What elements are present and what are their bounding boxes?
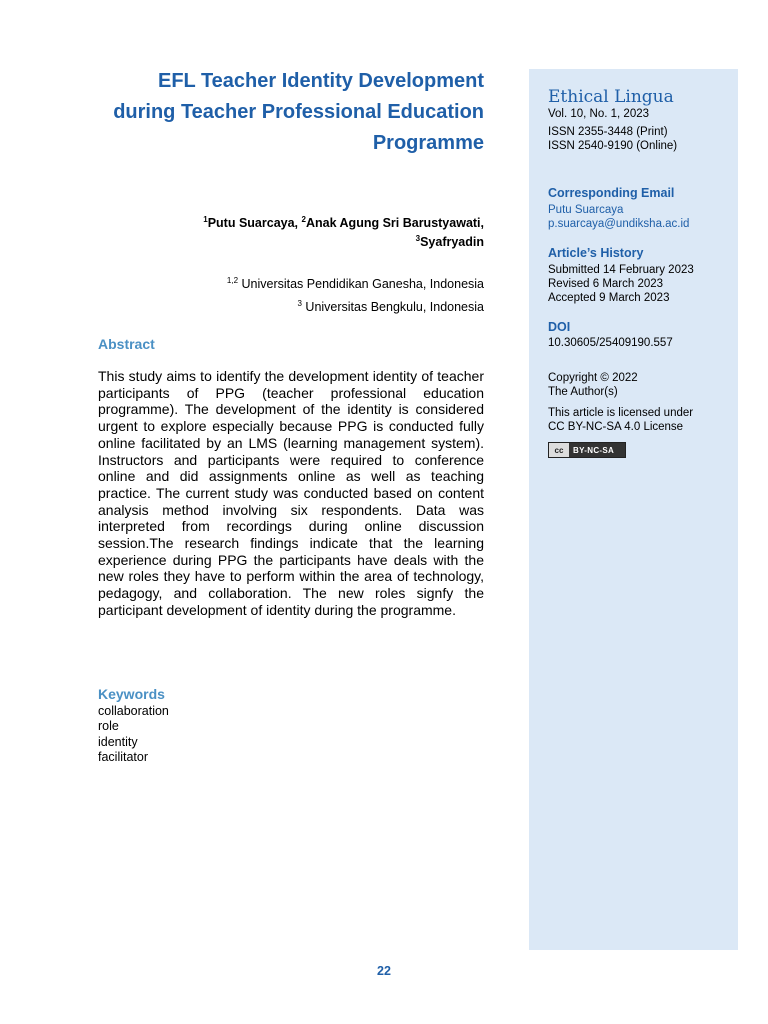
corresponding-heading: Corresponding Email xyxy=(548,186,675,200)
author-1-index: 1 xyxy=(203,215,208,224)
corresponding-email[interactable]: p.suarcaya@undiksha.ac.id xyxy=(548,218,690,230)
corresponding-info xyxy=(548,203,733,231)
doi-heading: DOI xyxy=(548,320,571,334)
copyright-holder: The Author(s) xyxy=(548,386,618,398)
title-line-2: during Teacher Professional Education xyxy=(113,101,484,123)
author-list xyxy=(98,212,484,250)
keyword-item: collaboration xyxy=(98,704,169,718)
license-info xyxy=(548,406,733,434)
author-2-name: Anak Agung Sri Barustyawati, xyxy=(305,216,484,231)
accepted-date: Accepted 9 March 2023 xyxy=(548,292,670,304)
affiliation-2-text: Universitas Bengkulu, Indonesia xyxy=(301,300,484,315)
author-3-name: Syafryadin xyxy=(420,235,484,250)
info-sidebar xyxy=(529,69,738,950)
abstract-heading: Abstract xyxy=(98,336,155,352)
title-line-3: Programme xyxy=(372,132,484,154)
doi-value[interactable]: 10.30605/25409190.557 xyxy=(548,337,673,349)
keyword-list xyxy=(98,704,169,766)
affiliation-1-index: 1,2 xyxy=(226,276,239,285)
history-heading: Article’s History xyxy=(548,246,644,260)
license-line-1: This article is licensed under xyxy=(548,407,694,419)
author-1-name: Putu Suarcaya, xyxy=(207,216,302,231)
submitted-date: Submitted 14 February 2023 xyxy=(548,264,694,276)
keyword-item: identity xyxy=(98,734,138,749)
issn-print: ISSN 2355-3448 (Print) xyxy=(548,126,668,138)
copyright xyxy=(548,371,733,399)
journal-meta xyxy=(548,107,733,153)
cc-icon: cc xyxy=(549,443,569,457)
keyword-item: facilitator xyxy=(98,750,149,765)
affiliation-2 xyxy=(98,296,484,315)
affiliation-1 xyxy=(98,273,484,292)
article-title xyxy=(98,66,484,159)
issn-online: ISSN 2540-9190 (Online) xyxy=(548,140,678,152)
page-number: 22 xyxy=(377,964,391,978)
cc-license-badge[interactable] xyxy=(548,442,626,458)
copyright-year: Copyright © 2022 xyxy=(548,372,638,384)
abstract-text: This study aims to identify the development identity of teacher participants of PPG (teacher professional education programme). The development of the identity is considered urgent to explore especially because PPG is conducted fully online facilitated by an LMS (learning management system). Instructors and participants were required to conference online and did assignments online as well as teaching practice. The current study was conducted based on content analysis method involving six respondents. Data was interpreted from recordings during online discussion session.The research findings indicate that the learning experience during PPG the participants have deals with the new roles they have to perform within the area of technology, pedagogy, and collaboration. The new roles signfy the participant development of identity during the programme. xyxy=(98,368,484,618)
keywords-heading: Keywords xyxy=(98,686,165,702)
cc-badge-label: BY-NC-SA xyxy=(573,445,615,455)
affiliation-1-text: Universitas Pendidikan Ganesha, Indonesia xyxy=(238,277,484,292)
author-2-index: 2 xyxy=(301,215,306,224)
affiliation-2-index: 3 xyxy=(297,299,302,308)
volume: Vol. 10, No. 1, 2023 xyxy=(548,108,650,120)
journal-name: Ethical Lingua xyxy=(548,87,674,107)
license-line-2: CC BY-NC-SA 4.0 License xyxy=(548,421,684,433)
keyword-item: role xyxy=(98,719,119,734)
revised-date: Revised 6 March 2023 xyxy=(548,278,664,290)
title-line-1: EFL Teacher Identity Development xyxy=(157,70,484,92)
history-dates xyxy=(548,263,733,305)
author-3-index: 3 xyxy=(415,234,421,244)
corresponding-name: Putu Suarcaya xyxy=(548,204,624,216)
